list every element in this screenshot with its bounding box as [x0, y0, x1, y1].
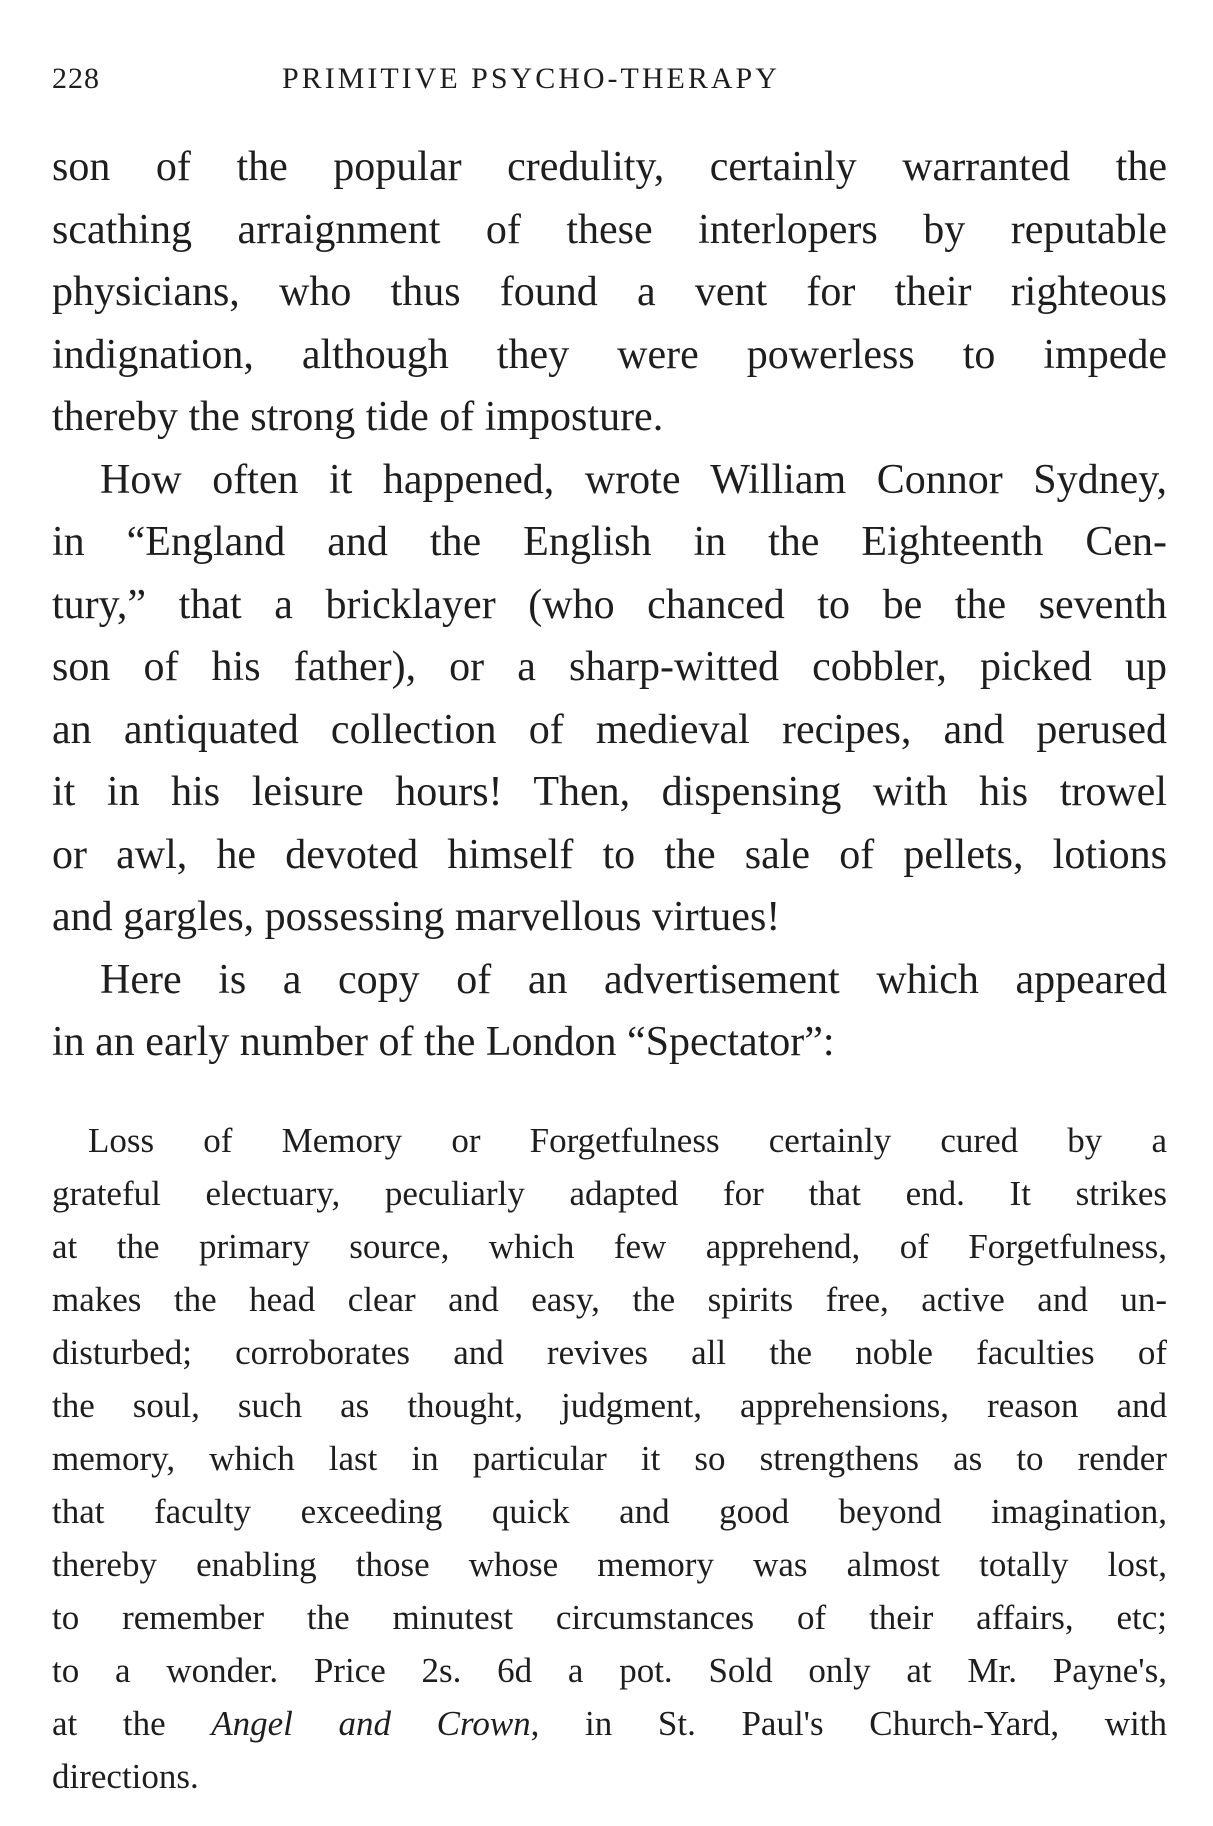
text-segment: at the: [52, 1703, 212, 1743]
running-title: PRIMITIVE PSYCHO-THERAPY: [282, 62, 780, 95]
text-line: Loss of Memory or Forgetfulness certainly cured by a: [88, 1120, 1167, 1160]
book-page: [52, 62, 1167, 1803]
text-line: son of his father), or a sharp-witted cobbler, picked up: [52, 644, 1167, 690]
text-line: an antiquated collection of medieval recipes, and perused: [52, 706, 1167, 753]
text-line: How often it happened, wrote William Connor Sydney,: [100, 456, 1167, 503]
text-line: to remember the minutest circumstances of their affairs, etc;: [52, 1597, 1167, 1637]
text-line: at the primary source, which few apprehend, of Forgetfulness,: [52, 1226, 1167, 1266]
italic-place-name: Angel and Crown: [211, 1703, 531, 1743]
text-line: and gargles, possessing marvellous virtues!: [52, 894, 781, 940]
advertisement-quote: [52, 1114, 1167, 1803]
text-line: in “England and the English in the Eighteenth Cen-: [52, 519, 1167, 565]
text-line: that faculty exceeding quick and good beyond imagination,: [52, 1491, 1167, 1531]
running-head: [52, 62, 1167, 106]
text-line: the soul, such as thought, judgment, apprehensions, reason and: [52, 1385, 1167, 1425]
text-line: physicians, who thus found a vent for their righteous: [52, 269, 1167, 315]
text-line: scathing arraignment of these interlopers by reputable: [52, 206, 1167, 253]
paragraph-advertisement-intro: [52, 949, 1167, 1074]
text-line: son of the popular credulity, certainly warranted the: [52, 144, 1167, 190]
text-line: in an early number of the London “Spectator”:: [52, 1019, 835, 1065]
body-text: [52, 136, 1167, 1074]
paragraph-continuation: [52, 136, 1167, 449]
text-line: makes the head clear and easy, the spirits free, active and un-: [52, 1279, 1167, 1319]
text-line: or awl, he devoted himself to the sale of pellets, lotions: [52, 831, 1167, 878]
text-line: indignation, although they were powerless to impede: [52, 331, 1167, 378]
text-line: disturbed; corroborates and revives all the noble faculties of: [52, 1332, 1167, 1372]
text-segment: , in St. Paul's Church-Yard, with: [530, 1703, 1167, 1743]
paragraph-sydney: [52, 449, 1167, 949]
page-number: 228: [52, 62, 100, 95]
text-line: [52, 1697, 1167, 1750]
text-line: to a wonder. Price 2s. 6d a pot. Sold only at Mr. Payne's,: [52, 1650, 1167, 1690]
text-line: thereby enabling those whose memory was almost totally lost,: [52, 1544, 1167, 1584]
text-line: tury,” that a bricklayer (who chanced to be the seventh: [52, 581, 1167, 628]
text-line: memory, which last in particular it so strengthens as to render: [52, 1438, 1167, 1478]
text-line: it in his leisure hours! Then, dispensing with his trowel: [52, 769, 1167, 815]
text-line: directions.: [52, 1756, 199, 1796]
text-line: thereby the strong tide of imposture.: [52, 394, 664, 440]
text-line: grateful electuary, peculiarly adapted for that end. It strikes: [52, 1173, 1167, 1213]
text-line: Here is a copy of an advertisement which appeared: [100, 956, 1167, 1003]
advertisement-text: [52, 1114, 1167, 1803]
